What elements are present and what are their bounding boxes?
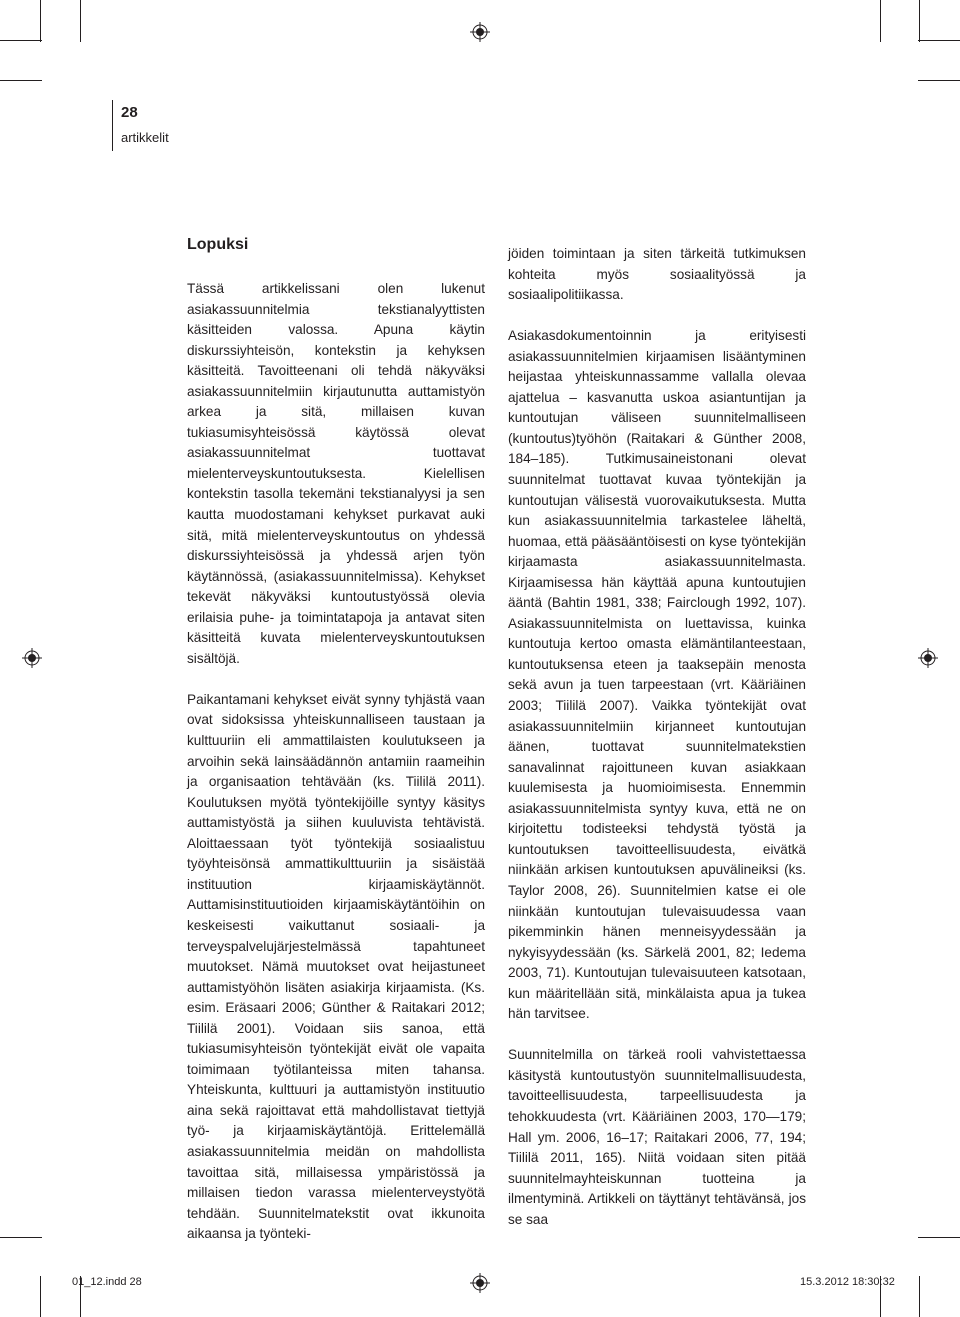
section-heading: Lopuksi xyxy=(187,236,249,253)
crop-mark xyxy=(0,1237,42,1238)
section-label: artikkelit xyxy=(121,130,169,145)
crop-mark xyxy=(919,0,920,42)
crop-mark xyxy=(918,40,960,41)
slug-file: 01_12.indd 28 xyxy=(72,1276,142,1288)
paragraph: Suunnitelmilla on tärkeä rooli vahvistettaessa käsitystä kuntoutustyön suunnitelmallisuudesta, tavoitteellisuudesta, tarpeellisuudesta ja tehokkuudesta (vrt. Kääriäinen 2003, 170—179; Hall ym. 2006, 16–17; Raitakari 2006, 77, 194; Tiililä 2011, 165). Niitä voidaan siten pitää suunnitelmayhteiskunnan tuotteina ja ilmentyminä. Artikkeli on täyttänyt tehtävänsä, jos se saa xyxy=(508,1047,806,1227)
registration-mark-icon xyxy=(470,22,490,42)
slug-date: 15.3.2012 18:30:32 xyxy=(800,1276,895,1288)
crop-mark xyxy=(0,80,42,81)
crop-mark xyxy=(0,40,42,41)
crop-mark xyxy=(918,80,960,81)
paragraph: Asiakasdokumentoinnin ja erityisesti asiakassuunnitelmien kirjaamisen lisääntyminen heijastaa yhteiskunnassamme vallalla olevaa ajattelua – kasvanutta uskoa asiantuntijan ja kuntoutujan väliseen suunnitelmalliseen (kuntoutus)työhön (Raitakari & Günther 2008, 184–185). Tutkimusaineistonani olevat suunnitelmat tuottavat kuvaa työntekijän ja kuntoutujan välisestä vuorovaikutuksesta. Mutta kun asiakassuunnitelmia tarkastelee läheltä, huomaa, että pääsääntöisesti on kyse työntekijän kirjaamasta asiakassuunnitelmasta. Kirjaamisessa hän käyttää apuna kuntoutujien ääntä (Bahtin 1981, 338; Fairclough 1992, 107). Asiakassuunnitelmista on luettavissa, kuinka kuntoutuja kertoo omasta elämäntilanteestaan, kuntoutuksensa eteen ja taaksepäin menosta sekä avun ja tuen tarpeestaan (vrt. Kääriäinen 2003; Tiililä 2007). Vaikka työntekijät ovat asiakassuunnitelmiin kirjanneet kuntoutujan äänen, tuottavat suunnitelmatekstien sanavalinnat rajoittuneen kuvan asiakkaan kuulemisesta ja huomioimisesta. Ennemmin asiakassuunnitelmista syntyy kuva, että ne on kirjoitettu todisteeksi tehdystä työstä ja kuntoutuksen tavoitteellisuudesta, eivätkä niinkään arkisen kuntoutuksen apuvälineiksi (ks. Taylor 2008, 26). Suunnitelmien katse ei ole niinkään kuntoutujan tulevaisuudessa vaan pikemminkin hänen menneisyydessään ja nykyisyydessään (ks. Särkelä 2001, 82; Iedema 2003, 71). Kuntoutujan tulevaisuuteen katsotaan, kun määritellään sitä, minkälaista apua ja tukea hän tarvitsee. xyxy=(508,328,806,1022)
registration-mark-icon xyxy=(22,648,42,668)
crop-mark xyxy=(40,0,41,42)
registration-mark-icon xyxy=(470,1273,490,1293)
crop-mark xyxy=(80,0,81,42)
paragraph: Paikantamani kehykset eivät synny tyhjästä vaan ovat sidoksissa yhteiskunnalliseen taustaan ja kulttuuriin eli ammattilaisten koulutukseen ja arvoihin sekä lainsäädännön antamiin raameihin ja organisaation tehtävään (ks. Tiililä 2011). Koulutuksen myötä työntekijöille syntyy käsitys auttamistyöstä ja siihen kuuluvista tehtävistä. Aloittaessaan työt työntekijä sosiaalistuu työyhteisönsä ammattikulttuuriin ja sisäistää instituution kirjaamiskäytännöt. Auttamisinstituutioiden kirjaamiskäytäntöihin on keskeisesti vaikuttanut sosiaali- ja terveyspalvelujärjestelmässä tapahtuneet muutokset. Nämä muutokset ovat heijastuneet auttamistyöhön lisäten asiakirja kirjaamista. (Ks. esim. Eräsaari 2006; Günther & Raitakari 2012; Tiililä 2001). Voidaan siis sanoa, että tukiasumisyhteisön työntekijät eivät ole vapaita toimimaan työtilanteissa miten tahansa. Yhteiskunta, kulttuuri ja auttamistyön instituutio aina sekä rajoittavat että mahdollistavat tiettyjä työ- ja kirjaamiskäytäntöjä. Erittelemällä asiakassuunnitelmia meidän on mahdollista tavoittaa sitä, millaisessa ympäristössä ja millaisen tiedon varassa mielenterveystyötä tehdään. Suunnitelmatekstit ovat ikkunoita aikaansa ja työnteki- xyxy=(187,691,485,1242)
header-rule xyxy=(112,100,113,151)
crop-mark xyxy=(40,1276,41,1317)
paragraph: Tässä artikkelissani olen lukenut asiakassuunnitelmia tekstianalyyttisten käsitteiden valossa. Apuna käytin diskurssiyhteisön, kontekstin ja kehyksen käsitteitä. Tavoitteenani oli tehdä näkyväksi asiakassuunnitelmiin kirjautunutta auttamistyön arkea ja sitä, millaisen kuvan tukiasumisyhteisössä käytössä olevat asiakassuunnitelmat tuottavat mielenterveyskuntoutuksesta. Kielellisen kontekstin tasolla tekemäni tekstianalyysi ja sen kautta muodostamani kehykset purkavat auki sitä, mitä mielenterveyskuntoutus on yhdessä diskurssiyhteisössä ja yhdessä arjen työn käytännössä, (asiakassuunnitelmissa). Kehykset tekevät näkyväksi kuntoutustyössä olevia erilaisia puhe- ja toimintatapoja ja antavat siten käsitteitä kuvata mielenterveyskuntoutuksen sisältöjä. xyxy=(187,281,485,666)
page-number: 28 xyxy=(121,104,138,121)
crop-mark xyxy=(880,0,881,42)
paragraph: jöiden toimintaan ja siten tärkeitä tutkimuksen kohteita myös sosiaalityössä ja sosiaalipolitiikassa. xyxy=(508,246,806,303)
right-column xyxy=(508,244,806,1230)
crop-mark xyxy=(918,1237,960,1238)
registration-mark-icon xyxy=(918,648,938,668)
left-column xyxy=(187,279,485,1245)
crop-mark xyxy=(919,1276,920,1317)
